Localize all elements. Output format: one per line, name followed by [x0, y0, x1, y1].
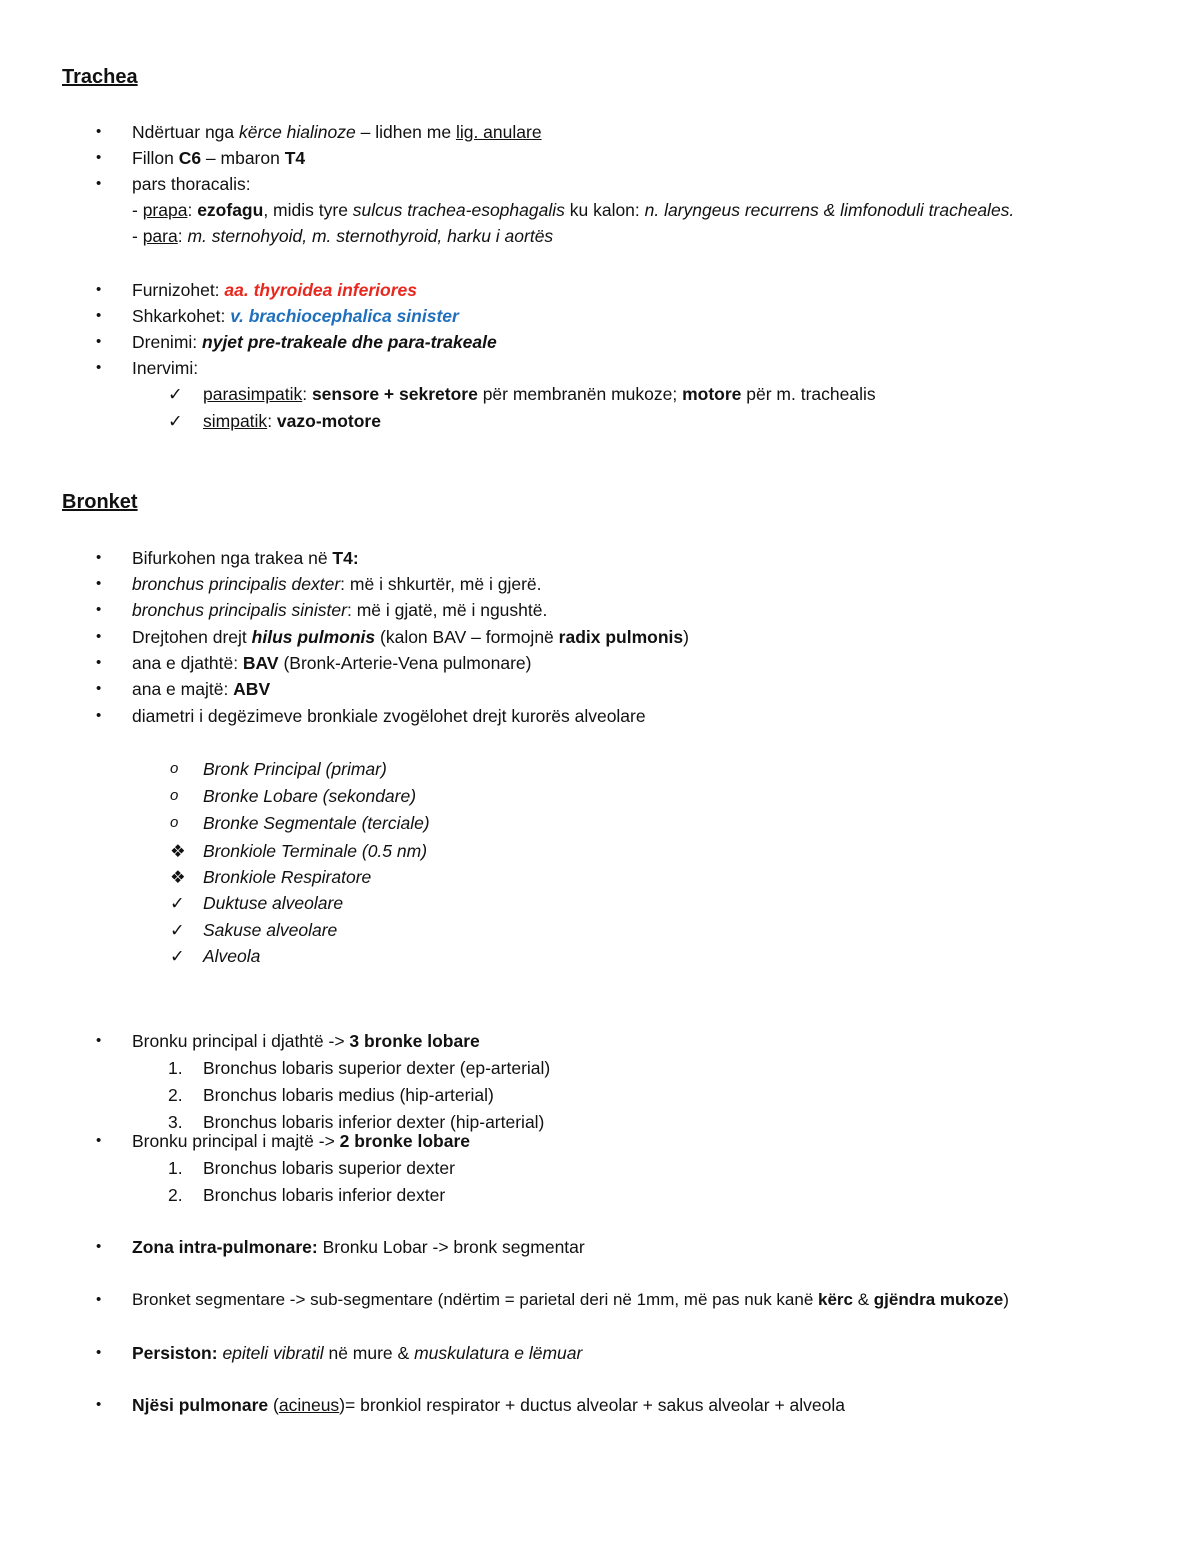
check-icon: ✓ — [168, 384, 183, 404]
list-number: 1. — [168, 1158, 183, 1178]
text: bronchus principalis dexter — [132, 574, 341, 594]
text: para — [142, 226, 178, 246]
para-line — [132, 225, 553, 247]
text: ( — [268, 1395, 279, 1415]
text: lig. anulare — [455, 122, 542, 142]
text: T4: — [332, 548, 359, 568]
trachea-extent-line — [132, 147, 305, 169]
text: – mbaron — [201, 148, 285, 168]
text: : — [267, 411, 277, 431]
bronchial-level-item: Bronk Principal (primar) — [203, 759, 387, 779]
inervimi-line: Inervimi: — [132, 358, 199, 378]
text: kërce hialinoze — [239, 122, 356, 142]
text: muskulatura e lëmuar — [414, 1343, 583, 1363]
bronchial-level-item: Alveola — [203, 946, 261, 966]
text: Zona intra-pulmonare: — [132, 1237, 318, 1257]
text: Drejtohen drejt — [132, 627, 252, 647]
zona-line — [132, 1236, 585, 1258]
lobar-bronchus-item: Bronchus lobaris superior dexter — [203, 1158, 455, 1178]
text: Bifurkohen nga trakea në — [132, 548, 333, 568]
trachea-structure-line — [132, 121, 542, 143]
vein-text: v. brachiocephalica sinister — [230, 306, 459, 326]
segmentare-line — [132, 1289, 1009, 1311]
lobar-bronchus-item: Bronchus lobaris inferior dexter (hip-arterial) — [203, 1112, 545, 1132]
diamond-bullet-icon: ❖ — [170, 841, 186, 861]
text: C6 — [178, 148, 202, 168]
bronchus-dexter-line — [132, 573, 542, 595]
text: : — [187, 200, 198, 220]
bifurkohen-line — [132, 547, 359, 569]
list-number: 2. — [168, 1085, 183, 1105]
check-icon: ✓ — [170, 946, 185, 966]
bullet: • — [96, 628, 102, 645]
text: parasimpatik — [203, 384, 303, 404]
text: - — [132, 200, 143, 220]
text: Bronku principal i djathtë -> — [132, 1031, 350, 1051]
circle-bullet-icon: o — [170, 760, 179, 777]
text: Bronku principal i majtë -> — [132, 1131, 340, 1151]
text: - — [132, 226, 143, 246]
bronchial-level-item: Bronkiole Respiratore — [203, 867, 372, 887]
shkarkohet-line — [132, 305, 459, 327]
text: & — [853, 1290, 874, 1309]
bronku-djathte-line — [132, 1030, 480, 1052]
bullet: • — [96, 359, 102, 376]
bullet: • — [96, 601, 102, 618]
list-number: 1. — [168, 1058, 183, 1078]
diamond-bullet-icon: ❖ — [170, 867, 186, 887]
text: 3 bronke lobare — [349, 1031, 480, 1051]
lobar-bronchus-item: Bronchus lobaris inferior dexter — [203, 1185, 446, 1205]
section-heading-bronket: Bronket — [62, 491, 138, 513]
section-heading-trachea: Trachea — [62, 66, 138, 88]
hilus-line — [132, 626, 689, 648]
text: ) — [1003, 1290, 1009, 1309]
text: BAV — [242, 653, 279, 673]
pars-thoracalis-line: pars thoracalis: — [132, 174, 251, 194]
bronchial-level-item: Bronkiole Terminale (0.5 nm) — [203, 841, 428, 861]
bullet: • — [96, 707, 102, 724]
check-icon: ✓ — [170, 893, 185, 913]
bronchial-level-item: Duktuse alveolare — [203, 893, 344, 913]
text: sulcus trachea-esophagalis — [352, 200, 565, 220]
text: Bronket segmentare -> sub-segmentare (ndërtim = parietal deri në 1mm, më pas nuk kanë — [132, 1290, 819, 1309]
bullet: • — [96, 1396, 102, 1413]
bullet: • — [96, 1344, 102, 1361]
text: radix pulmonis — [558, 627, 684, 647]
bullet: • — [96, 1132, 102, 1149]
njesi-line — [132, 1394, 845, 1416]
text: m. sternohyoid, m. sternothyroid, harku i aortës — [187, 226, 554, 246]
ana-majte-line — [132, 678, 270, 700]
list-number: 3. — [168, 1112, 183, 1132]
bronchial-level-item: Bronke Lobare (sekondare) — [203, 786, 417, 806]
persiston-line — [132, 1342, 582, 1364]
circle-bullet-icon: o — [170, 814, 179, 831]
text: Shkarkohet: — [132, 306, 231, 326]
bullet: • — [96, 1238, 102, 1255]
text: kërc — [818, 1290, 853, 1309]
bullet: • — [96, 575, 102, 592]
text: motore — [682, 384, 742, 404]
text: për membranën mukoze; — [477, 384, 683, 404]
text: Drenimi: — [132, 332, 203, 352]
text: ana e majtë: — [132, 679, 234, 699]
text: epiteli vibratil — [222, 1343, 324, 1363]
bullet: • — [96, 149, 102, 166]
bronchial-level-item: Bronke Segmentale (terciale) — [203, 813, 430, 833]
text: ana e djathtë: — [132, 653, 243, 673]
text: bronchus principalis sinister — [132, 600, 347, 620]
text: acineus — [278, 1395, 340, 1415]
bullet: • — [96, 654, 102, 671]
text: Furnizohet: — [132, 280, 225, 300]
diametri-line: diametri i degëzimeve bronkiale zvogëlohet drejt kurorës alveolare — [132, 706, 646, 726]
text: ABV — [233, 679, 271, 699]
parasimpatik-line — [203, 383, 876, 405]
lobar-bronchus-item: Bronchus lobaris medius (hip-arterial) — [203, 1085, 494, 1105]
text: sensore + sekretore — [311, 384, 478, 404]
bullet: • — [96, 680, 102, 697]
text: 2 bronke lobare — [339, 1131, 470, 1151]
text: ku kalon: — [564, 200, 645, 220]
bullet: • — [96, 175, 102, 192]
text: hilus pulmonis — [251, 627, 376, 647]
text: T4 — [284, 148, 306, 168]
text: Persiston: — [132, 1343, 218, 1363]
text: simpatik — [203, 411, 268, 431]
bronchial-level-item: Sakuse alveolare — [203, 920, 338, 940]
ana-djathte-line — [132, 652, 531, 674]
text: )= bronkiol respirator + ductus alveolar + sakus alveolar + alveola — [339, 1395, 846, 1415]
text: – lidhen me — [355, 122, 456, 142]
text: për m. trachealis — [741, 384, 876, 404]
drenimi-line — [132, 331, 497, 353]
bronku-majte-line — [132, 1130, 470, 1152]
check-icon: ✓ — [168, 411, 183, 431]
bullet: • — [96, 307, 102, 324]
text: prapa — [142, 200, 188, 220]
text: Ndërtuar nga — [132, 122, 240, 142]
artery-text: aa. thyroidea inferiores — [224, 280, 417, 300]
text: gjëndra mukoze — [873, 1290, 1004, 1309]
list-number: 2. — [168, 1185, 183, 1205]
text: nyjet pre-trakeale dhe para-trakeale — [202, 332, 497, 352]
simpatik-line — [203, 410, 381, 432]
bullet: • — [96, 1032, 102, 1049]
lobar-bronchus-item: Bronchus lobaris superior dexter (ep-arterial) — [203, 1058, 551, 1078]
text: (Bronk-Arterie-Vena pulmonare) — [278, 653, 532, 673]
prapa-line — [132, 199, 1014, 221]
furnizohet-line — [132, 279, 417, 301]
text: ) — [683, 627, 689, 647]
text: Bronku Lobar -> bronk segmentar — [317, 1237, 585, 1257]
text: : — [177, 226, 188, 246]
text: , midis tyre — [263, 200, 353, 220]
text: Njësi pulmonare — [132, 1395, 269, 1415]
text: : më i shkurtër, më i gjerë. — [340, 574, 542, 594]
circle-bullet-icon: o — [170, 787, 179, 804]
bullet: • — [96, 1291, 102, 1308]
text: në mure & — [323, 1343, 415, 1363]
text: : — [302, 384, 312, 404]
text: (kalon BAV – formojnë — [375, 627, 559, 647]
text: : më i gjatë, më i ngushtë. — [346, 600, 548, 620]
text: n. laryngeus recurrens & limfonoduli tracheales. — [644, 200, 1015, 220]
text: ezofagu — [197, 200, 264, 220]
text: Fillon — [132, 148, 179, 168]
text: vazo-motore — [276, 411, 381, 431]
bronchus-sinister-line — [132, 599, 547, 621]
check-icon: ✓ — [170, 920, 185, 940]
bullet: • — [96, 281, 102, 298]
bullet: • — [96, 123, 102, 140]
bullet: • — [96, 549, 102, 566]
bullet: • — [96, 333, 102, 350]
